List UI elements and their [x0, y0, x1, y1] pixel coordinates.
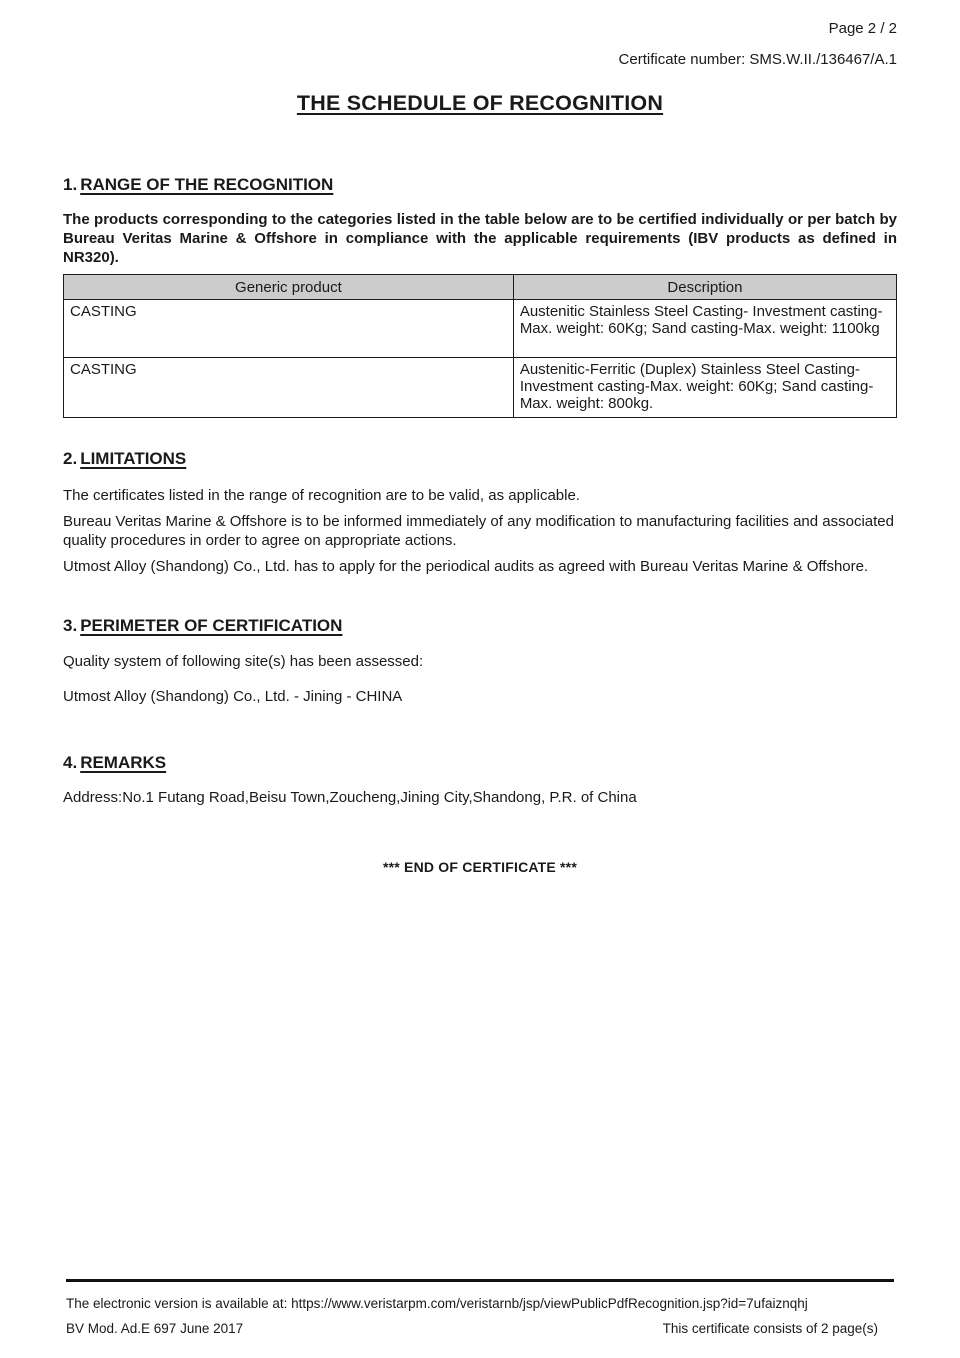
footer-bottom-row: [66, 1321, 894, 1337]
section-number: 2.: [63, 449, 78, 468]
section-remarks: [63, 753, 897, 807]
column-header-description: Description: [513, 275, 896, 300]
range-intro-paragraph: The products corresponding to the categories listed in the table below are to be certified individually or per batch by Bureau Veritas Marine & Offshore in compliance with the applicable requirements (IBV products as defined in NR320).: [63, 211, 897, 266]
section-number: 1.: [63, 175, 78, 194]
table-row: [64, 300, 897, 358]
section-heading-perimeter: [63, 616, 897, 636]
electronic-version-note: The electronic version is available at: https://www.veristarpm.com/veristarnb/jsp/viewPublicPdfRecognition.jsp?id=7ufaiznqhj: [66, 1295, 808, 1311]
section-number: 4.: [63, 753, 78, 772]
cell-description: Austenitic-Ferritic (Duplex) Stainless Steel Casting- Investment casting-Max. weight: 60Kg; Sand casting-Max. weight: 800kg.: [513, 358, 896, 418]
end-of-certificate-marker: *** END OF CERTIFICATE ***: [383, 859, 577, 875]
cell-generic-product: CASTING: [64, 358, 514, 418]
document-title: THE SCHEDULE OF RECOGNITION: [296, 91, 664, 115]
limitations-paragraph: Bureau Veritas Marine & Offshore is to be informed immediately of any modification to manufacturing facilities and associated quality procedures in order to agree on appropriate actions.: [63, 513, 894, 549]
section-heading-text: REMARKS: [80, 753, 167, 772]
page-count-note: This certificate consists of 2 page(s): [662, 1320, 878, 1336]
section-perimeter-of-certification: [63, 616, 897, 706]
table-row: [64, 358, 897, 418]
cell-description: Austenitic Stainless Steel Casting- Investment casting-Max. weight: 60Kg; Sand casting-Max. weight: 1100kg: [513, 300, 896, 358]
table-header-row: [64, 275, 897, 300]
section-heading-text: RANGE OF THE RECOGNITION: [80, 175, 334, 194]
section-heading-remarks: [63, 753, 897, 773]
document-footer: [66, 1279, 894, 1337]
assessed-site: Utmost Alloy (Shandong) Co., Ltd. - Jining - CHINA: [63, 688, 403, 705]
document-body: [0, 175, 960, 875]
document-header: [0, 20, 960, 69]
section-heading-range: [63, 175, 897, 195]
section-heading-limitations: [63, 449, 897, 469]
section-number: 3.: [63, 616, 78, 635]
page-indicator: Page 2 / 2: [828, 20, 897, 37]
footer-divider: [66, 1279, 894, 1282]
remarks-address: Address:No.1 Futang Road,Beisu Town,Zoucheng,Jining City,Shandong, P.R. of China: [63, 789, 637, 806]
section-heading-text: LIMITATIONS: [80, 449, 187, 468]
column-header-generic-product: Generic product: [64, 275, 514, 300]
perimeter-paragraph: Quality system of following site(s) has been assessed:: [63, 653, 424, 670]
cell-generic-product: CASTING: [64, 300, 514, 358]
section-heading-text: PERIMETER OF CERTIFICATION: [80, 616, 343, 635]
certificate-number: Certificate number: SMS.W.II./136467/A.1: [618, 51, 897, 68]
products-table: [63, 274, 897, 418]
form-reference: BV Mod. Ad.E 697 June 2017: [66, 1320, 244, 1336]
section-range-of-recognition: [63, 175, 897, 418]
limitations-paragraph: The certificates listed in the range of recognition are to be valid, as applicable.: [63, 487, 580, 504]
section-limitations: [63, 449, 897, 576]
limitations-paragraph: Utmost Alloy (Shandong) Co., Ltd. has to apply for the periodical audits as agreed with Bureau Veritas Marine & Offshore.: [63, 558, 869, 575]
